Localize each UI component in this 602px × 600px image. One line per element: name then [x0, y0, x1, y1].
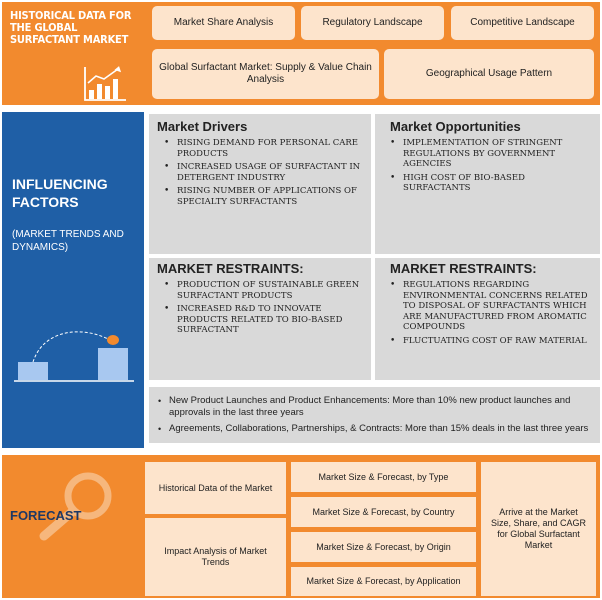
supply-value-chain-box: Global Surfactant Market: Supply & Value Chain Analysis	[152, 49, 379, 99]
list-item: • IMPLEMENTATION OF STRINGENT REGULATIONS BY GOVERNMENT AGENCIES	[375, 138, 593, 170]
market-size-result-box: Arrive at the Market Size, Share, and CAGR for Global Surfactant Market	[481, 462, 596, 596]
market-opportunities-list	[375, 138, 593, 197]
influencing-factors-subtitle: (MARKET TRENDS AND DYNAMICS)	[12, 229, 124, 253]
geographical-usage-pattern-box: Geographical Usage Pattern	[384, 49, 594, 99]
list-item: • RISING NUMBER OF APPLICATIONS OF SPECIALTY SURFACTANTS	[149, 186, 367, 207]
list-item: • PRODUCTION OF SUSTAINABLE GREEN SURFACTANT PRODUCTS	[149, 280, 367, 301]
list-item: • HIGH COST OF BIO-BASED SURFACTANTS	[375, 173, 593, 194]
historical-data-box: Historical Data of the Market	[145, 462, 286, 514]
list-item: • REGULATIONS REGARDING ENVIRONMENTAL CONCERNS RELATED TO DISPOSAL OF SURFACTANTS WHICH ARE MANUFACTURED FROM AROMATIC COMPOUNDS	[375, 280, 595, 333]
market-restraints-right-list	[375, 280, 595, 349]
competitive-landscape-box: Competitive Landscape	[451, 6, 594, 40]
list-item: • INCREASED R&D TO INNOVATE PRODUCTS RELATED TO BIO-BASED SURFACTANT	[149, 304, 367, 336]
list-item: • RISING DEMAND FOR PERSONAL CARE PRODUCTS	[149, 138, 367, 159]
market-drivers-box	[149, 114, 371, 254]
market-restraints-left-list	[149, 280, 367, 339]
icon-bar	[113, 79, 118, 99]
influencing-factors-panel	[2, 112, 144, 448]
regulatory-landscape-box: Regulatory Landscape	[301, 6, 444, 40]
list-item: • Agreements, Collaborations, Partnerships, & Contracts: More than 15% deals in the last three years	[153, 423, 593, 435]
forecast-by-origin-box: Market Size & Forecast, by Origin	[291, 532, 476, 562]
market-drivers-title: Market Drivers	[157, 119, 248, 134]
market-restraints-right-title: MARKET RESTRAINTS:	[390, 261, 537, 276]
impact-analysis-box: Impact Analysis of Market Trends	[145, 518, 286, 596]
market-restraints-left-title: MARKET RESTRAINTS:	[157, 261, 304, 276]
low-block	[18, 362, 48, 380]
growth-chart-icon	[82, 66, 128, 102]
list-item: • INCREASED USAGE OF SURFACTANT IN DETERGENT INDUSTRY	[149, 162, 367, 183]
forecast-by-application-box: Market Size & Forecast, by Application	[291, 567, 476, 596]
market-opportunities-box	[375, 114, 600, 254]
historical-data-title: HISTORICAL DATA FOR THE GLOBAL SURFACTANT MARKET	[10, 9, 132, 46]
high-block	[98, 348, 128, 380]
bounce-illustration	[14, 328, 134, 383]
list-item: • FLUCTUATING COST OF RAW MATERIAL	[375, 336, 595, 347]
list-item: • New Product Launches and Product Enhancements: More than 10% new product launches and approvals in the last three years	[153, 395, 593, 419]
market-share-analysis-box: Market Share Analysis	[152, 6, 295, 40]
forecast-by-type-box: Market Size & Forecast, by Type	[291, 462, 476, 492]
market-restraints-left-box	[149, 258, 371, 380]
developments-list	[153, 395, 593, 439]
market-drivers-list	[149, 138, 367, 210]
forecast-title: FORECAST	[10, 508, 82, 523]
market-opportunities-title: Market Opportunities	[390, 119, 521, 134]
forecast-by-country-box: Market Size & Forecast, by Country	[291, 497, 476, 527]
magnifier-icon	[36, 470, 116, 542]
ball	[107, 335, 119, 345]
influencing-factors-title: INFLUENCING FACTORS	[12, 176, 108, 210]
icon-bar	[105, 86, 110, 99]
developments-box	[149, 387, 600, 443]
icon-bar	[97, 84, 102, 99]
market-restraints-right-box	[375, 258, 600, 380]
icon-bar	[89, 90, 94, 99]
